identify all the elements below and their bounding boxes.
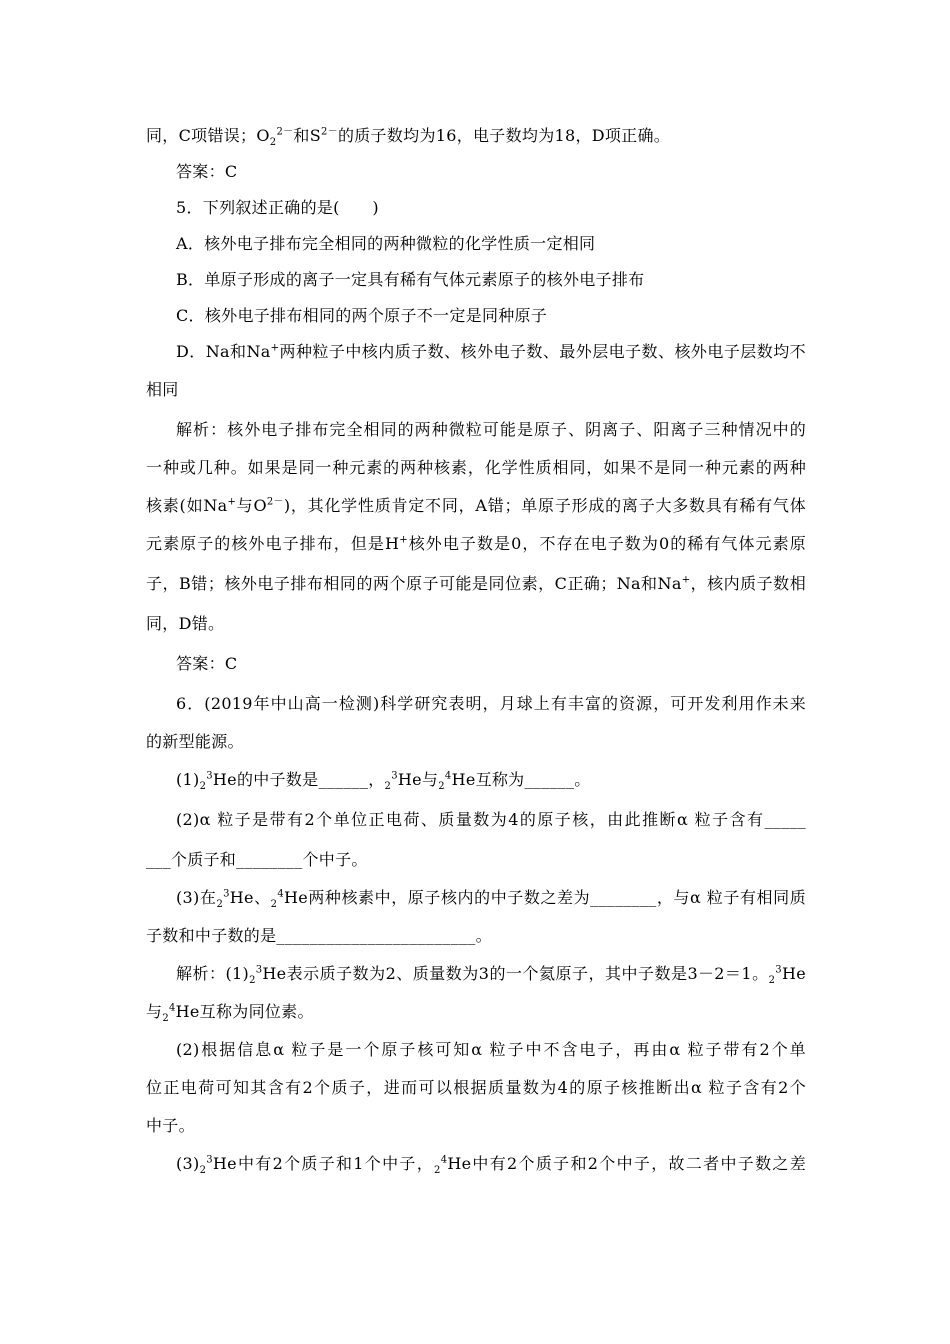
subscript: 2	[162, 1013, 169, 1025]
text-run: He表示质子数为2、质量数为3的一个氦原子，其中子数是3－2＝1。	[262, 964, 769, 983]
text-run: (3)在	[176, 888, 217, 907]
text-run: 中子。	[146, 1116, 195, 1135]
text-line	[146, 380, 179, 400]
text-run: 子数和中子数的是________________________。	[146, 926, 492, 945]
text-run: He与	[397, 770, 439, 789]
superscript: 3	[223, 888, 230, 900]
superscript: +	[227, 496, 237, 508]
text-line	[176, 654, 237, 674]
text-line	[176, 198, 379, 218]
superscript: +	[681, 574, 691, 586]
subscript: 2	[199, 781, 207, 793]
text-line	[146, 732, 244, 752]
subscript: 2	[269, 137, 277, 149]
text-line	[146, 614, 224, 634]
text-line	[176, 306, 547, 326]
superscript: 4	[444, 770, 452, 782]
text-run: 核外电子数是0，不存在电子数为0的稀有气体元素原	[407, 534, 806, 553]
text-run: (1)	[176, 770, 200, 789]
text-line	[146, 534, 806, 554]
text-line	[176, 888, 806, 908]
superscript: 4	[277, 888, 285, 900]
text-run: 的新型能源。	[146, 732, 244, 751]
text-line	[146, 1078, 806, 1098]
text-line	[176, 342, 806, 362]
superscript: 3	[206, 770, 213, 782]
text-run: He两种核素中，原子核内的中子数之差为________，与α 粒子有相同质	[284, 888, 806, 907]
text-line	[176, 234, 595, 254]
text-run: 相同	[146, 380, 179, 399]
superscript: 3	[391, 770, 398, 782]
text-line	[146, 458, 806, 478]
text-run: 解析：(1)	[176, 964, 250, 983]
text-run: 答案：C	[176, 162, 238, 181]
superscript: 3	[206, 1154, 213, 1166]
text-run: 同，D错。	[146, 614, 225, 633]
text-line	[146, 126, 671, 149]
text-line	[176, 1154, 806, 1174]
text-run: A．核外电子排布完全相同的两种微粒的化学性质一定相同	[176, 234, 596, 253]
superscript: 4	[440, 1154, 448, 1166]
text-run: C．核外电子排布相同的两个原子不一定是同种原子	[176, 306, 548, 325]
text-line	[146, 1116, 195, 1136]
text-run: 5．下列叙述正确的是( )	[176, 198, 379, 217]
superscript: 2－	[276, 126, 294, 138]
subscript: 2	[434, 1165, 441, 1174]
text-run: He的中子数是______，	[212, 770, 385, 789]
subscript: 2	[768, 975, 776, 984]
subscript: 2	[438, 781, 445, 793]
text-run: 和S	[293, 126, 321, 145]
text-run: ，核内质子数相	[690, 574, 806, 593]
text-run: )，其化学性质肯定不同，A错；单原子形成的离子大多数具有稀有气体	[283, 496, 806, 515]
text-line	[146, 850, 368, 870]
text-run: 答案：C	[176, 654, 238, 673]
text-run: 解析：核外电子排布完全相同的两种微粒可能是原子、阴离子、阳离子三种情况中的	[176, 420, 806, 439]
text-run: He互称为______。	[451, 770, 591, 789]
superscript: 3	[775, 964, 782, 976]
text-run: 与	[146, 1002, 163, 1021]
text-line	[146, 496, 806, 516]
superscript: 3	[255, 964, 263, 976]
text-run: He互称为同位素。	[175, 1002, 314, 1021]
text-run: 一种或几种。如果是同一种元素的两种核素，化学性质相同，如果不是同一种元素的两种	[146, 458, 806, 477]
text-line	[176, 810, 806, 830]
text-line	[146, 1002, 314, 1025]
text-line	[176, 420, 806, 440]
text-run: D．Na和Na	[176, 342, 271, 361]
text-line	[146, 574, 806, 594]
text-run: He	[781, 964, 806, 983]
text-line	[176, 1040, 806, 1060]
text-run: 与O	[236, 496, 267, 515]
superscript: 2－	[266, 496, 284, 508]
text-run: B．单原子形成的离子一定具有稀有气体元素原子的核外电子排布	[176, 270, 645, 289]
text-run: 子，B错；核外电子排布相同的两个原子可能是同位素，C正确；Na和Na	[146, 574, 682, 593]
superscript: 2－	[320, 126, 338, 138]
superscript: +	[399, 534, 408, 546]
text-run: 位正电荷可知其含有2个质子，进而可以根据质量数为4的原子核推断出α 粒子含有2个	[146, 1078, 806, 1097]
text-run: 元素原子的核外电子排布，但是H	[146, 534, 400, 553]
text-run: 两种粒子中核内质子数、核外电子数、最外层电子数、核外电子层数均不	[279, 342, 806, 361]
text-run: (2)根据信息α 粒子是一个原子核可知α 粒子中不含电子，再由α 粒子带有2个单	[176, 1040, 806, 1059]
subscript: 2	[199, 1165, 207, 1174]
text-line	[176, 162, 237, 182]
subscript: 2	[216, 899, 224, 908]
text-line	[176, 964, 806, 984]
subscript: 2	[270, 899, 278, 908]
text-run: He中有2个质子和1个中子，	[212, 1154, 435, 1173]
text-line	[176, 694, 806, 714]
superscript: +	[270, 342, 280, 354]
text-run: 6．(2019年中山高一检测)科学研究表明，月球上有丰富的资源，可开发利用作未来	[176, 694, 806, 713]
text-run: ___个质子和________个中子。	[146, 850, 368, 869]
text-line	[176, 270, 644, 290]
superscript: 4	[168, 1002, 176, 1014]
subscript: 2	[384, 781, 392, 793]
text-run: 同，C项错误；O	[146, 126, 270, 145]
subscript: 2	[249, 975, 256, 984]
text-run: (2)α 粒子是带有2个单位正电荷、质量数为4的原子核，由此推断α 粒子含有_____	[176, 810, 806, 829]
text-run: 的质子数均为16，电子数均为18，D项正确。	[337, 126, 671, 145]
text-line	[176, 770, 591, 793]
text-line	[146, 926, 492, 946]
text-run: He中有2个质子和2个中子，故二者中子数之差	[447, 1154, 806, 1173]
text-run: (3)	[176, 1154, 200, 1173]
text-run: 核素(如Na	[146, 496, 228, 515]
text-run: He、	[229, 888, 271, 907]
